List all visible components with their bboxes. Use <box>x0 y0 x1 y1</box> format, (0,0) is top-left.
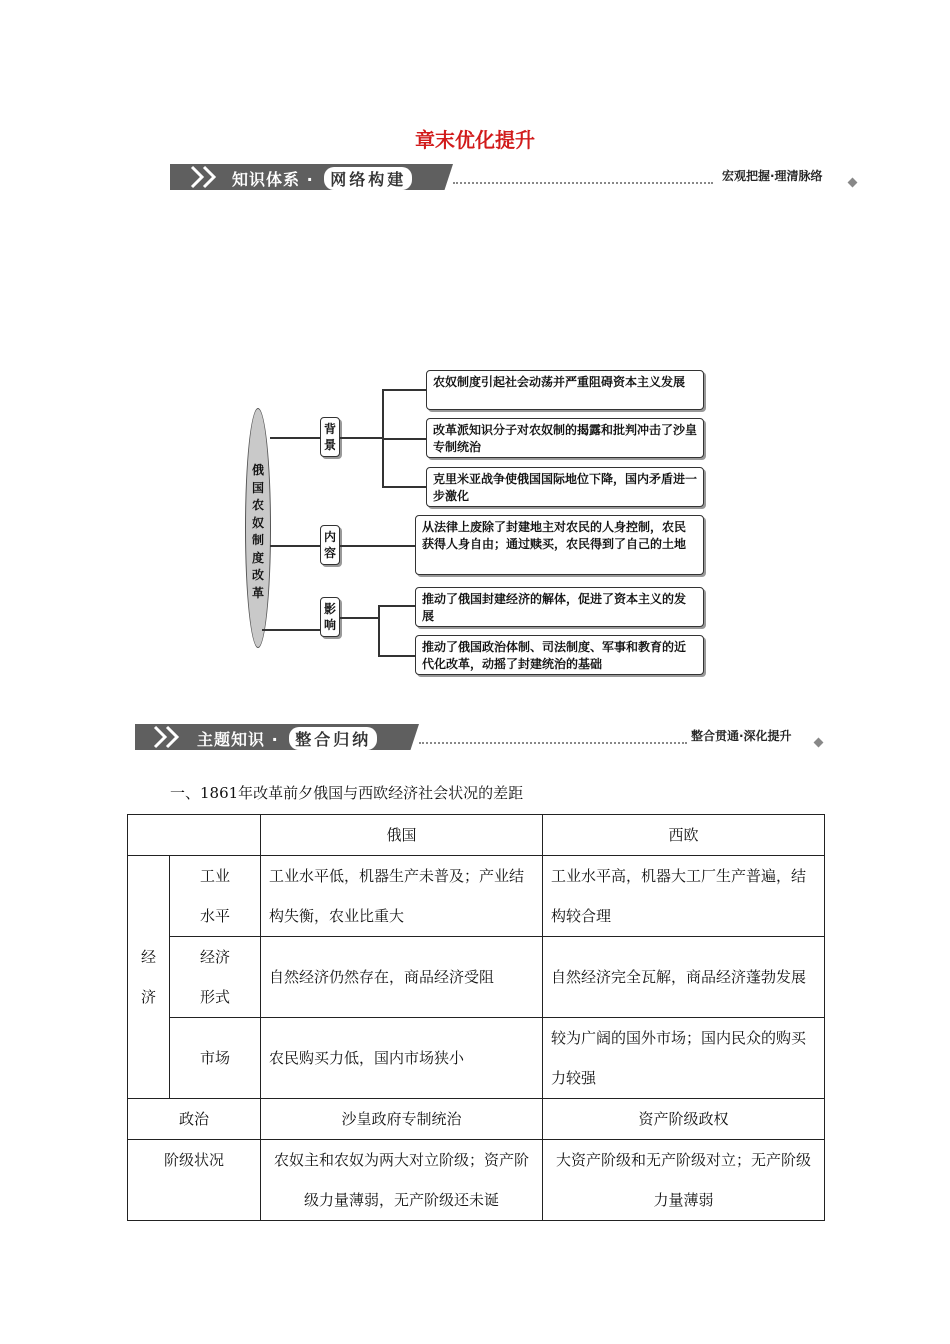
mindmap-leaf: 推动了俄国政治体制、司法制度、军事和教育的近代化改革，动摇了封建统治的基础 <box>415 635 704 675</box>
mindmap-branch-content: 内容 <box>320 525 340 565</box>
row-label: 政治 <box>128 1099 261 1140</box>
mindmap-leaf: 农奴制度引起社会动荡并严重阻碍资本主义发展 <box>426 370 704 410</box>
banner-pill: 网络构建 <box>324 167 412 190</box>
section-heading: 一、1861年改革前夕俄国与西欧经济社会状况的差距 <box>170 784 524 802</box>
double-chevron-icon <box>151 724 195 750</box>
table-row <box>128 937 825 1018</box>
double-chevron-icon <box>188 164 232 190</box>
page-title: 章末优化提升 <box>415 128 535 152</box>
mindmap-leaf: 克里米亚战争使俄国国际地位下降，国内矛盾进一步激化 <box>426 467 704 507</box>
table-row <box>128 1099 825 1140</box>
cell-europe: 较为广阔的国外市场；国内民众的购买力较强 <box>543 1018 825 1099</box>
table-row <box>128 856 825 937</box>
banner-separator: · <box>271 730 279 749</box>
banner-slogan: 宏观把握·理清脉络 <box>722 169 823 183</box>
cell-europe: 工业水平高，机器大工厂生产普遍，结构较合理 <box>543 856 825 937</box>
banner-title: 主题知识 <box>197 730 266 749</box>
row-group-label: 经济 <box>128 856 170 1099</box>
table-header-row <box>128 815 825 856</box>
mindmap-branch-background: 背景 <box>320 417 340 457</box>
banner-slogan: 整合贯通·深化提升 <box>691 729 792 743</box>
section-banner-theme-knowledge <box>135 724 825 750</box>
cell-europe: 自然经济完全瓦解，商品经济蓬勃发展 <box>543 937 825 1018</box>
comparison-table <box>127 814 825 1221</box>
diamond-icon <box>848 178 858 188</box>
table-row <box>128 1018 825 1099</box>
mindmap-leaf: 改革派知识分子对农奴制的揭露和批判冲击了沙皇专制统治 <box>426 418 704 458</box>
cell-europe: 大资产阶级和无产阶级对立；无产阶级力量薄弱 <box>543 1140 825 1221</box>
cell-russia: 工业水平低，机器生产未普及；产业结构失衡，农业比重大 <box>261 856 543 937</box>
column-header-western-europe: 西欧 <box>543 815 825 856</box>
row-label: 经济形式 <box>170 937 261 1018</box>
diamond-icon <box>814 738 824 748</box>
column-header-russia: 俄国 <box>261 815 543 856</box>
mindmap-branch-impact: 影响 <box>320 597 340 637</box>
section-banner-knowledge-system <box>170 164 860 190</box>
row-label: 市场 <box>170 1018 261 1099</box>
row-label: 工业水平 <box>170 856 261 937</box>
mindmap-leaf: 从法律上废除了封建地主对农民的人身控制，农民获得人身自由；通过赎买，农民得到了自己的土地 <box>415 515 704 575</box>
mindmap-leaf: 推动了俄国封建经济的解体，促进了资本主义的发展 <box>415 587 704 627</box>
cell-europe: 资产阶级政权 <box>543 1099 825 1140</box>
cell-russia: 农奴主和农奴为两大对立阶级；资产阶级力量薄弱，无产阶级还未诞 <box>261 1140 543 1221</box>
cell-russia: 自然经济仍然存在，商品经济受阻 <box>261 937 543 1018</box>
cell-russia: 农民购买力低，国内市场狭小 <box>261 1018 543 1099</box>
banner-pill: 整合归纳 <box>289 727 377 750</box>
table-row <box>128 1140 825 1221</box>
mindmap-root-label: 俄国农奴制度改革 <box>251 463 264 600</box>
cell-russia: 沙皇政府专制统治 <box>261 1099 543 1140</box>
banner-separator: · <box>306 170 314 189</box>
banner-title: 知识体系 <box>232 170 301 189</box>
row-label: 阶级状况 <box>128 1140 261 1221</box>
